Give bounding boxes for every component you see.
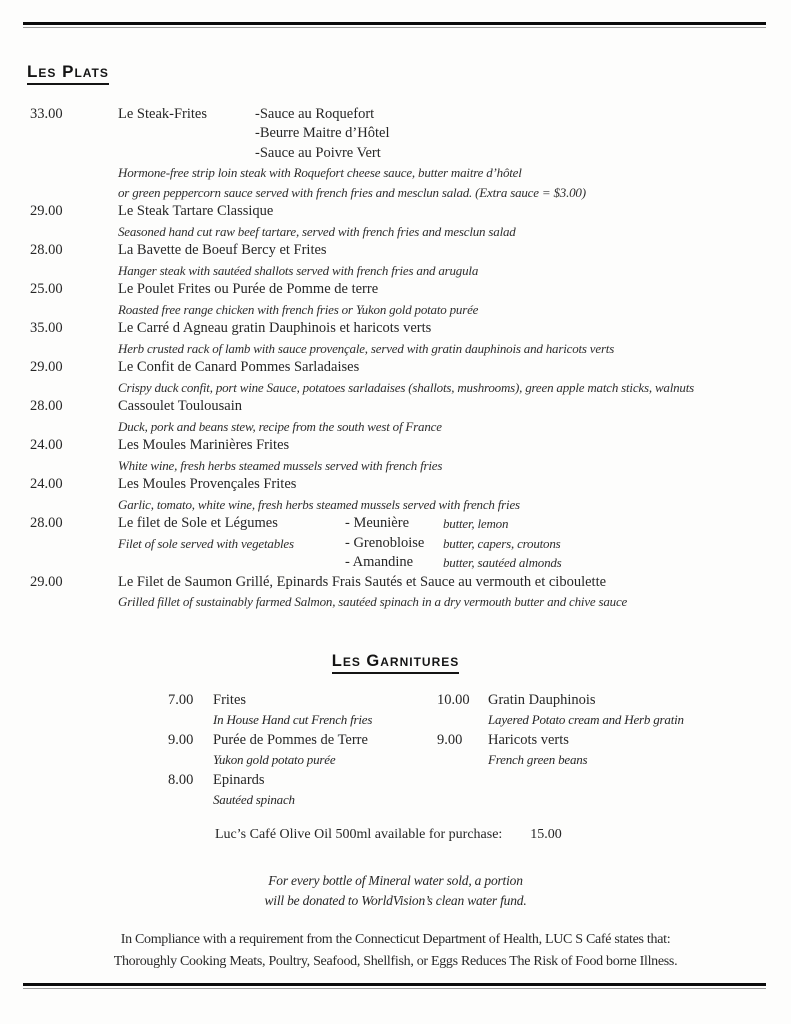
garniture-body <box>488 730 791 770</box>
garniture-item-haricots <box>437 730 791 770</box>
garniture-description: French green beans <box>488 751 588 767</box>
menu-item-filet-de-saumon <box>30 573 791 612</box>
preparation-detail: butter, capers, croutons <box>443 535 561 551</box>
compliance-line: In Compliance with a requirement from the Connecticut Department of Health, LUC S Café states that: <box>120 931 671 947</box>
item-body <box>118 241 791 280</box>
water-note-line: will be donated to WorldVision’s clean water fund. <box>264 892 527 908</box>
item-name: Les Moules Marinières Frites <box>118 437 290 454</box>
item-description: Herb crusted rack of lamb with sauce provençale, served with gratin dauphinois and haricots verts <box>118 340 615 356</box>
menu-item-steak-frites <box>30 105 791 203</box>
item-price: 35.00 <box>30 320 63 337</box>
garniture-body <box>213 730 437 770</box>
item-name: Cassoulet Toulousain <box>118 398 242 415</box>
garniture-price: 9.00 <box>437 731 463 748</box>
garniture-description: Yukon gold potato purée <box>213 751 336 767</box>
bottom-divider-thick-line <box>23 983 766 986</box>
item-name: Les Moules Provençales Frites <box>118 476 297 493</box>
item-description: Duck, pork and beans stew, recipe from the south west of France <box>118 418 442 434</box>
menu-item-carre-agneau <box>30 319 791 358</box>
sauce-option: -Sauce au Roquefort <box>255 105 375 122</box>
item-price: 25.00 <box>30 281 63 298</box>
garniture-price: 10.00 <box>437 691 470 708</box>
item-body <box>118 280 791 319</box>
item-description: Crispy duck confit, port wine Sauce, potatoes sarladaises (shallots, mushrooms), green apple match sticks, walnuts <box>118 379 695 395</box>
garniture-item-gratin <box>437 690 791 730</box>
compliance-line: Thoroughly Cooking Meats, Poultry, Seafood, Shellfish, or Eggs Reduces The Risk of Food borne Illness. <box>113 954 678 970</box>
menu-item-confit-canard <box>30 358 791 397</box>
item-body <box>118 475 791 514</box>
bottom-divider <box>23 983 766 989</box>
preparation-label: - Grenobloise <box>345 534 425 551</box>
preparation-detail: butter, sautéed almonds <box>443 555 562 571</box>
garniture-item-epinards <box>168 770 437 810</box>
garniture-name: Purée de Pommes de Terre <box>213 731 368 748</box>
garniture-name: Epinards <box>213 771 265 788</box>
sauce-option: -Beurre Maitre d’Hôtel <box>255 125 390 142</box>
item-body <box>118 105 791 203</box>
menu-item-moules-marinieres <box>30 436 791 475</box>
garniture-description: In House Hand cut French fries <box>213 711 373 727</box>
garniture-item-frites <box>168 690 437 730</box>
menu-item-filet-de-sole <box>30 514 791 573</box>
olive-oil-price: 15.00 <box>530 826 562 842</box>
item-name: Le Steak Tartare Classique <box>118 203 274 220</box>
garniture-name: Gratin Dauphinois <box>488 691 596 708</box>
menu-item-moules-provencales <box>30 475 791 514</box>
item-price: 29.00 <box>30 573 63 590</box>
menu-item-steak-tartare <box>30 202 791 241</box>
item-name: Le Steak-Frites <box>118 105 207 122</box>
garniture-description: Layered Potato cream and Herb gratin <box>488 711 684 727</box>
preparation-label: - Amandine <box>345 554 414 571</box>
garnitures-right-column <box>437 690 791 810</box>
garniture-name: Frites <box>213 691 247 708</box>
top-divider-thin-line <box>23 27 766 28</box>
item-price: 28.00 <box>30 515 63 532</box>
plats-section <box>30 105 791 612</box>
garniture-body <box>213 770 437 810</box>
item-name: Le Carré d Agneau gratin Dauphinois et haricots verts <box>118 320 432 337</box>
item-price: 24.00 <box>30 476 63 493</box>
item-name: Le Filet de Saumon Grillé, Epinards Frais Sautés et Sauce au vermouth et ciboulette <box>118 573 607 590</box>
sauce-option: -Sauce au Poivre Vert <box>255 144 381 161</box>
health-compliance-note <box>0 929 791 974</box>
garniture-description: Sautéed spinach <box>213 791 295 807</box>
item-description: Hanger steak with sautéed shallots served with french fries and arugula <box>118 262 479 278</box>
item-price: 29.00 <box>30 359 63 376</box>
item-price: 28.00 <box>30 398 63 415</box>
item-body <box>118 573 791 612</box>
spacer-cell <box>118 553 345 573</box>
garniture-price: 8.00 <box>168 771 194 788</box>
section-heading-les-garnitures: Les Garnitures <box>332 652 460 674</box>
garniture-item-puree <box>168 730 437 770</box>
item-name: La Bavette de Boeuf Bercy et Frites <box>118 242 327 259</box>
garniture-body <box>488 690 791 730</box>
item-description: White wine, fresh herbs steamed mussels served with french fries <box>118 457 443 473</box>
item-body <box>118 319 791 358</box>
garniture-price: 7.00 <box>168 691 194 708</box>
preparation-detail: butter, lemon <box>443 516 509 532</box>
item-price: 33.00 <box>30 105 63 122</box>
sauce-options <box>255 105 791 164</box>
item-description: Garlic, tomato, white wine, fresh herbs steamed mussels served with french fries <box>118 496 520 512</box>
item-name: Le Poulet Frites ou Purée de Pomme de terre <box>118 281 379 298</box>
item-description: Hormone-free strip loin steak with Roquefort cheese sauce, butter maitre d’hôtel <box>118 165 522 181</box>
item-body <box>118 202 791 241</box>
item-name: Le Confit de Canard Pommes Sarladaises <box>118 359 360 376</box>
item-description: or green peppercorn sauce served with french fries and mesclun salad. (Extra sauce = $3.00) <box>118 184 586 200</box>
item-description: Filet of sole served with vegetables <box>118 535 294 551</box>
item-body <box>118 514 791 573</box>
water-note-line: For every bottle of Mineral water sold, a portion <box>268 872 523 888</box>
garnitures-left-column <box>168 690 437 810</box>
garniture-price: 9.00 <box>168 731 194 748</box>
item-price: 28.00 <box>30 242 63 259</box>
bottom-divider-thin-line <box>23 988 766 989</box>
section-heading-les-plats: Les Plats <box>27 62 109 85</box>
water-donation-note <box>0 871 791 911</box>
garniture-name: Haricots verts <box>488 731 569 748</box>
item-description: Grilled fillet of sustainably farmed Salmon, sautéed spinach in a dry vermouth butter and chive sauce <box>118 594 628 610</box>
item-body <box>118 436 791 475</box>
item-price: 29.00 <box>30 203 63 220</box>
item-description: Seasoned hand cut raw beef tartare, served with french fries and mesclun salad <box>118 223 516 239</box>
item-body <box>118 358 791 397</box>
top-divider-thick-line <box>23 22 766 25</box>
menu-item-poulet <box>30 280 791 319</box>
item-body <box>118 397 791 436</box>
preparation-label: - Meunière <box>345 515 410 532</box>
item-price: 24.00 <box>30 437 63 454</box>
item-name: Le filet de Sole et Légumes <box>118 515 278 532</box>
menu-item-cassoulet <box>30 397 791 436</box>
menu-item-bavette <box>30 241 791 280</box>
top-divider <box>23 0 766 28</box>
item-description: Roasted free range chicken with french fries or Yukon gold potato purée <box>118 301 479 317</box>
olive-oil-label: Luc’s Café Olive Oil 500ml available for purchase: <box>215 826 503 842</box>
garniture-body <box>213 690 437 730</box>
olive-oil-note <box>215 825 791 845</box>
garnitures-section <box>168 690 791 810</box>
